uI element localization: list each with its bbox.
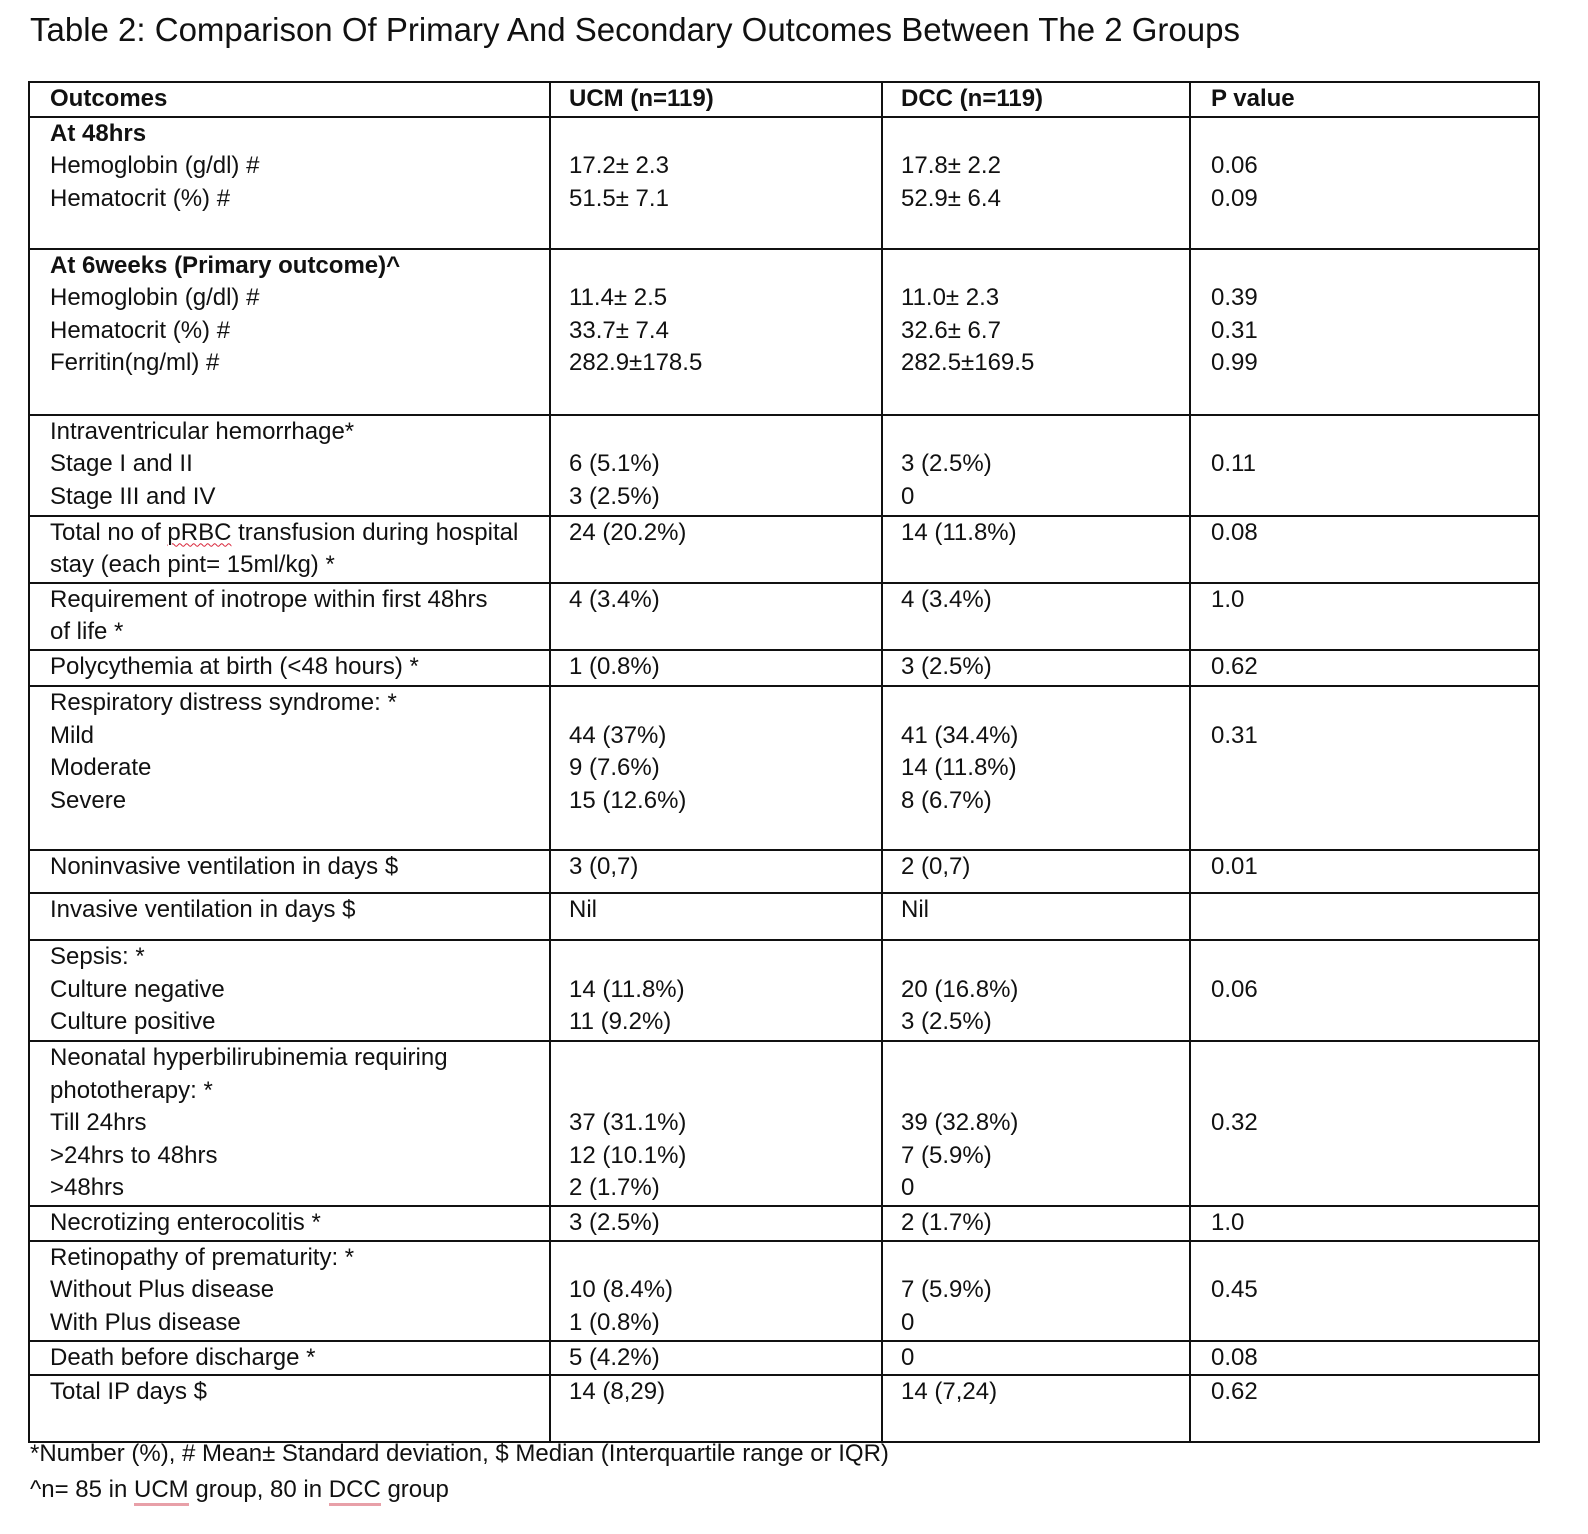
table-row bbox=[29, 1241, 1539, 1341]
outcome-label-text: Total no of pRBC transfusion during hospital bbox=[50, 518, 519, 546]
outcome-label: Total IP days $ bbox=[50, 1378, 207, 1406]
cell-value: 0.06 bbox=[1211, 975, 1258, 1003]
dcc-cell bbox=[882, 1241, 1190, 1341]
cell-value: 0 bbox=[901, 1308, 915, 1336]
dcc-cell bbox=[882, 1206, 1190, 1241]
outcome-label: Invasive ventilation in days $ bbox=[50, 895, 356, 923]
footnote-legend: *Number (%), # Mean± Standard deviation, $ Median (Interquartile range or IQR) bbox=[30, 1440, 889, 1467]
ucm-cell bbox=[550, 1241, 882, 1341]
p-value-cell bbox=[1190, 1241, 1539, 1341]
cell-value: 0.99 bbox=[1211, 349, 1258, 377]
outcome-label: phototherapy: * bbox=[50, 1076, 213, 1104]
footnote-text-b: group, 80 in bbox=[188, 1476, 329, 1503]
cell-value: 12 (10.1%) bbox=[569, 1141, 687, 1169]
cell-value: 0.62 bbox=[1211, 1378, 1258, 1406]
cell-value: 11.4± 2.5 bbox=[569, 284, 668, 312]
p-value-cell bbox=[1190, 415, 1539, 516]
header-p-value: P value bbox=[1190, 82, 1539, 117]
outcome-label: Hematocrit (%) # bbox=[50, 316, 231, 344]
outcome-label: of life * bbox=[50, 618, 124, 646]
table-row bbox=[29, 1375, 1539, 1442]
cell-value bbox=[551, 250, 881, 283]
outcome-label: Sepsis: * bbox=[50, 942, 145, 970]
cell-value: 51.5± 7.1 bbox=[569, 184, 669, 212]
cell-value: 20 (16.8%) bbox=[901, 975, 1019, 1003]
cell-value: 0.08 bbox=[1211, 518, 1258, 546]
cell-value bbox=[883, 250, 1189, 283]
cell-value bbox=[551, 118, 881, 151]
outcome-label bbox=[30, 517, 549, 550]
cell-value: 2 (1.7%) bbox=[901, 1208, 992, 1236]
p-value-cell bbox=[1190, 1041, 1539, 1206]
cell-value: 0.32 bbox=[1211, 1109, 1258, 1137]
cell-value: 282.5±169.5 bbox=[901, 349, 1035, 377]
cell-value: 8 (6.7%) bbox=[901, 786, 992, 814]
outcome-label: stay (each pint= 15ml/kg) * bbox=[50, 551, 335, 579]
ucm-cell bbox=[550, 1375, 882, 1442]
cell-value bbox=[883, 416, 1189, 449]
dcc-cell bbox=[882, 893, 1190, 940]
table-row bbox=[29, 850, 1539, 893]
ucm-cell bbox=[550, 1206, 882, 1241]
outcome-label: Ferritin(ng/ml) # bbox=[50, 349, 220, 377]
cell-value: Nil bbox=[901, 895, 929, 923]
dcc-cell bbox=[882, 650, 1190, 686]
cell-value: 0.31 bbox=[1211, 316, 1258, 344]
cell-value bbox=[1191, 118, 1538, 151]
outcome-label: Noninvasive ventilation in days $ bbox=[50, 852, 399, 880]
outcome-cell bbox=[29, 583, 550, 650]
outcome-cell bbox=[29, 1241, 550, 1341]
cell-value: 15 (12.6%) bbox=[569, 786, 687, 814]
outcome-label: Stage I and II bbox=[50, 450, 193, 478]
outcome-label: Moderate bbox=[50, 754, 152, 782]
dcc-cell bbox=[882, 516, 1190, 583]
ucm-cell bbox=[550, 893, 882, 940]
cell-value: 39 (32.8%) bbox=[901, 1109, 1019, 1137]
ucm-cell bbox=[550, 117, 882, 249]
table-row bbox=[29, 1041, 1539, 1206]
p-value-cell bbox=[1190, 583, 1539, 650]
footnote-sample-size bbox=[30, 1474, 449, 1506]
outcome-label: At 48hrs bbox=[50, 119, 147, 147]
outcome-cell bbox=[29, 940, 550, 1041]
outcome-label: Stage III and IV bbox=[50, 482, 216, 510]
outcome-cell bbox=[29, 893, 550, 940]
cell-value bbox=[1191, 1042, 1538, 1075]
cell-value: 0.01 bbox=[1211, 852, 1258, 880]
dcc-cell bbox=[882, 583, 1190, 650]
outcomes-table bbox=[28, 81, 1540, 1443]
outcome-label: Hematocrit (%) # bbox=[50, 184, 231, 212]
cell-value: 17.2± 2.3 bbox=[569, 152, 669, 180]
cell-value bbox=[1191, 941, 1538, 974]
outcome-cell bbox=[29, 415, 550, 516]
table-row bbox=[29, 117, 1539, 249]
cell-value bbox=[883, 1242, 1189, 1275]
p-value-cell bbox=[1190, 650, 1539, 686]
dcc-cell bbox=[882, 686, 1190, 850]
table-row bbox=[29, 1206, 1539, 1241]
cell-value: 0.11 bbox=[1211, 450, 1256, 478]
dcc-cell bbox=[882, 249, 1190, 415]
cell-value bbox=[1191, 1242, 1538, 1275]
p-value-cell bbox=[1190, 1341, 1539, 1376]
outcome-cell bbox=[29, 1341, 550, 1376]
table-header-row bbox=[29, 82, 1539, 117]
ucm-cell bbox=[550, 650, 882, 686]
outcome-label: Retinopathy of prematurity: * bbox=[50, 1243, 355, 1271]
ucm-cell bbox=[550, 940, 882, 1041]
cell-value: 52.9± 6.4 bbox=[901, 184, 1001, 212]
cell-value: 1.0 bbox=[1211, 585, 1245, 613]
cell-value: 33.7± 7.4 bbox=[569, 316, 669, 344]
cell-value bbox=[551, 1075, 881, 1108]
cell-value: 3 (0,7) bbox=[569, 852, 639, 880]
p-value-cell bbox=[1190, 1375, 1539, 1442]
ucm-cell bbox=[550, 686, 882, 850]
p-value-cell bbox=[1190, 117, 1539, 249]
outcome-label: Mild bbox=[50, 721, 95, 749]
cell-value bbox=[1191, 1172, 1538, 1205]
cell-value: 14 (11.8%) bbox=[901, 518, 1017, 546]
footnote-text-a: ^n= 85 in bbox=[30, 1476, 135, 1503]
cell-value bbox=[883, 687, 1189, 720]
cell-value: 1 (0.8%) bbox=[569, 652, 660, 680]
ucm-cell bbox=[550, 850, 882, 893]
cell-value: 10 (8.4%) bbox=[569, 1276, 674, 1304]
outcome-cell bbox=[29, 1206, 550, 1241]
header-outcomes: Outcomes bbox=[29, 82, 550, 117]
cell-value: 1.0 bbox=[1211, 1208, 1245, 1236]
outcome-cell bbox=[29, 650, 550, 686]
cell-value: 11.0± 2.3 bbox=[901, 284, 1000, 312]
ucm-cell bbox=[550, 1041, 882, 1206]
cell-value: 3 (2.5%) bbox=[901, 1008, 992, 1036]
outcome-label: Polycythemia at birth (<48 hours) * bbox=[50, 652, 419, 680]
cell-value: 9 (7.6%) bbox=[569, 754, 660, 782]
outcome-cell bbox=[29, 1041, 550, 1206]
header-dcc: DCC (n=119) bbox=[882, 82, 1190, 117]
outcome-label: Death before discharge * bbox=[50, 1343, 316, 1371]
cell-value bbox=[1191, 416, 1538, 449]
outcome-label: At 6weeks (Primary outcome)^ bbox=[50, 251, 401, 279]
cell-value bbox=[1191, 481, 1538, 514]
p-value-cell bbox=[1190, 1206, 1539, 1241]
cell-value bbox=[883, 1042, 1189, 1075]
cell-value: 17.8± 2.2 bbox=[901, 152, 1001, 180]
table-row bbox=[29, 516, 1539, 583]
cell-value: 37 (31.1%) bbox=[569, 1109, 687, 1137]
cell-value: 2 (1.7%) bbox=[569, 1174, 660, 1202]
cell-value bbox=[551, 941, 881, 974]
outcome-label: Culture negative bbox=[50, 975, 225, 1003]
cell-value bbox=[1191, 687, 1538, 720]
cell-value: 24 (20.2%) bbox=[569, 518, 687, 546]
cell-value: 14 (7,24) bbox=[901, 1378, 998, 1406]
table-row bbox=[29, 1341, 1539, 1376]
cell-value: 0 bbox=[901, 1174, 915, 1202]
table-row bbox=[29, 583, 1539, 650]
cell-value bbox=[1191, 250, 1538, 283]
cell-value bbox=[551, 416, 881, 449]
cell-value bbox=[883, 118, 1189, 151]
footnote-ucm: UCM bbox=[134, 1476, 189, 1506]
cell-value: 14 (11.8%) bbox=[569, 975, 685, 1003]
p-value-cell bbox=[1190, 516, 1539, 583]
outcome-label: >48hrs bbox=[50, 1174, 125, 1202]
cell-value: 0 bbox=[901, 1343, 915, 1371]
footnote-dcc: DCC bbox=[329, 1476, 381, 1506]
cell-value: 44 (37%) bbox=[569, 721, 667, 749]
outcome-label: Culture positive bbox=[50, 1008, 216, 1036]
table-row bbox=[29, 249, 1539, 415]
ucm-cell bbox=[550, 516, 882, 583]
p-value-cell bbox=[1190, 893, 1539, 940]
outcome-label: Hemoglobin (g/dl) # bbox=[50, 284, 260, 312]
p-value-cell bbox=[1190, 850, 1539, 893]
header-ucm: UCM (n=119) bbox=[550, 82, 882, 117]
table-row bbox=[29, 650, 1539, 686]
outcome-label: Respiratory distress syndrome: * bbox=[50, 688, 397, 716]
cell-value: 0.09 bbox=[1211, 184, 1258, 212]
outcome-label: Neonatal hyperbilirubinemia requiring bbox=[50, 1043, 448, 1071]
ucm-cell bbox=[550, 583, 882, 650]
cell-value: 3 (2.5%) bbox=[569, 1208, 660, 1236]
outcome-label: Severe bbox=[50, 786, 127, 814]
dcc-cell bbox=[882, 850, 1190, 893]
dcc-cell bbox=[882, 415, 1190, 516]
cell-value: 14 (11.8%) bbox=[901, 754, 1017, 782]
outcome-label: Necrotizing enterocolitis * bbox=[50, 1208, 321, 1236]
dcc-cell bbox=[882, 940, 1190, 1041]
outcome-cell bbox=[29, 516, 550, 583]
outcome-cell bbox=[29, 850, 550, 893]
cell-value bbox=[551, 1042, 881, 1075]
dcc-cell bbox=[882, 1041, 1190, 1206]
outcome-label: >24hrs to 48hrs bbox=[50, 1141, 218, 1169]
cell-value: 0 bbox=[901, 482, 915, 510]
table-row bbox=[29, 940, 1539, 1041]
cell-value bbox=[1191, 752, 1538, 785]
cell-value: 0.06 bbox=[1211, 152, 1258, 180]
cell-value bbox=[1191, 1307, 1538, 1340]
dcc-cell bbox=[882, 117, 1190, 249]
dcc-cell bbox=[882, 1375, 1190, 1442]
cell-value: 5 (4.2%) bbox=[569, 1343, 660, 1371]
table-row bbox=[29, 415, 1539, 516]
table-row bbox=[29, 686, 1539, 850]
cell-value: 7 (5.9%) bbox=[901, 1141, 992, 1169]
cell-value bbox=[883, 1075, 1189, 1108]
cell-value bbox=[551, 1242, 881, 1275]
outcome-label: With Plus disease bbox=[50, 1308, 241, 1336]
p-value-cell bbox=[1190, 249, 1539, 415]
cell-value: 282.9±178.5 bbox=[569, 349, 703, 377]
cell-value: 0.31 bbox=[1211, 721, 1258, 749]
cell-value: 7 (5.9%) bbox=[901, 1276, 992, 1304]
footnote-text-c: group bbox=[380, 1476, 449, 1503]
p-value-cell bbox=[1190, 686, 1539, 850]
cell-value: 0.45 bbox=[1211, 1276, 1258, 1304]
outcome-label: Till 24hrs bbox=[50, 1109, 147, 1137]
outcome-cell bbox=[29, 686, 550, 850]
table-row bbox=[29, 893, 1539, 940]
cell-value: 41 (34.4%) bbox=[901, 721, 1019, 749]
cell-value: 0.08 bbox=[1211, 1343, 1258, 1371]
cell-value: 0.39 bbox=[1211, 284, 1258, 312]
ucm-cell bbox=[550, 1341, 882, 1376]
cell-value: 1 (0.8%) bbox=[569, 1308, 660, 1336]
dcc-cell bbox=[882, 1341, 1190, 1376]
cell-value: 3 (2.5%) bbox=[901, 450, 992, 478]
ucm-cell bbox=[550, 249, 882, 415]
cell-value: 4 (3.4%) bbox=[569, 585, 660, 613]
cell-value bbox=[551, 687, 881, 720]
cell-value: 4 (3.4%) bbox=[901, 585, 992, 613]
outcome-label: Intraventricular hemorrhage* bbox=[50, 417, 355, 445]
cell-value: 6 (5.1%) bbox=[569, 450, 660, 478]
cell-value: 3 (2.5%) bbox=[569, 482, 660, 510]
outcome-label: Hemoglobin (g/dl) # bbox=[50, 152, 260, 180]
cell-value bbox=[883, 941, 1189, 974]
cell-value: Nil bbox=[569, 895, 597, 923]
cell-value bbox=[1191, 785, 1538, 818]
outcome-cell bbox=[29, 1375, 550, 1442]
cell-value: 32.6± 6.7 bbox=[901, 316, 1001, 344]
outcome-cell bbox=[29, 249, 550, 415]
ucm-cell bbox=[550, 415, 882, 516]
cell-value: 11 (9.2%) bbox=[569, 1008, 672, 1036]
outcome-cell bbox=[29, 117, 550, 249]
cell-value bbox=[1191, 894, 1538, 927]
cell-value bbox=[1191, 1140, 1538, 1173]
cell-value: 0.62 bbox=[1211, 652, 1258, 680]
cell-value: 2 (0,7) bbox=[901, 852, 971, 880]
outcome-label: Requirement of inotrope within first 48hrs bbox=[50, 585, 488, 613]
p-value-cell bbox=[1190, 940, 1539, 1041]
cell-value bbox=[1191, 1006, 1538, 1039]
cell-value bbox=[1191, 1075, 1538, 1108]
table-title: Table 2: Comparison Of Primary And Secondary Outcomes Between The 2 Groups bbox=[30, 11, 1240, 48]
cell-value: 3 (2.5%) bbox=[901, 652, 992, 680]
outcome-label: Without Plus disease bbox=[50, 1276, 275, 1304]
cell-value: 14 (8,29) bbox=[569, 1378, 666, 1406]
